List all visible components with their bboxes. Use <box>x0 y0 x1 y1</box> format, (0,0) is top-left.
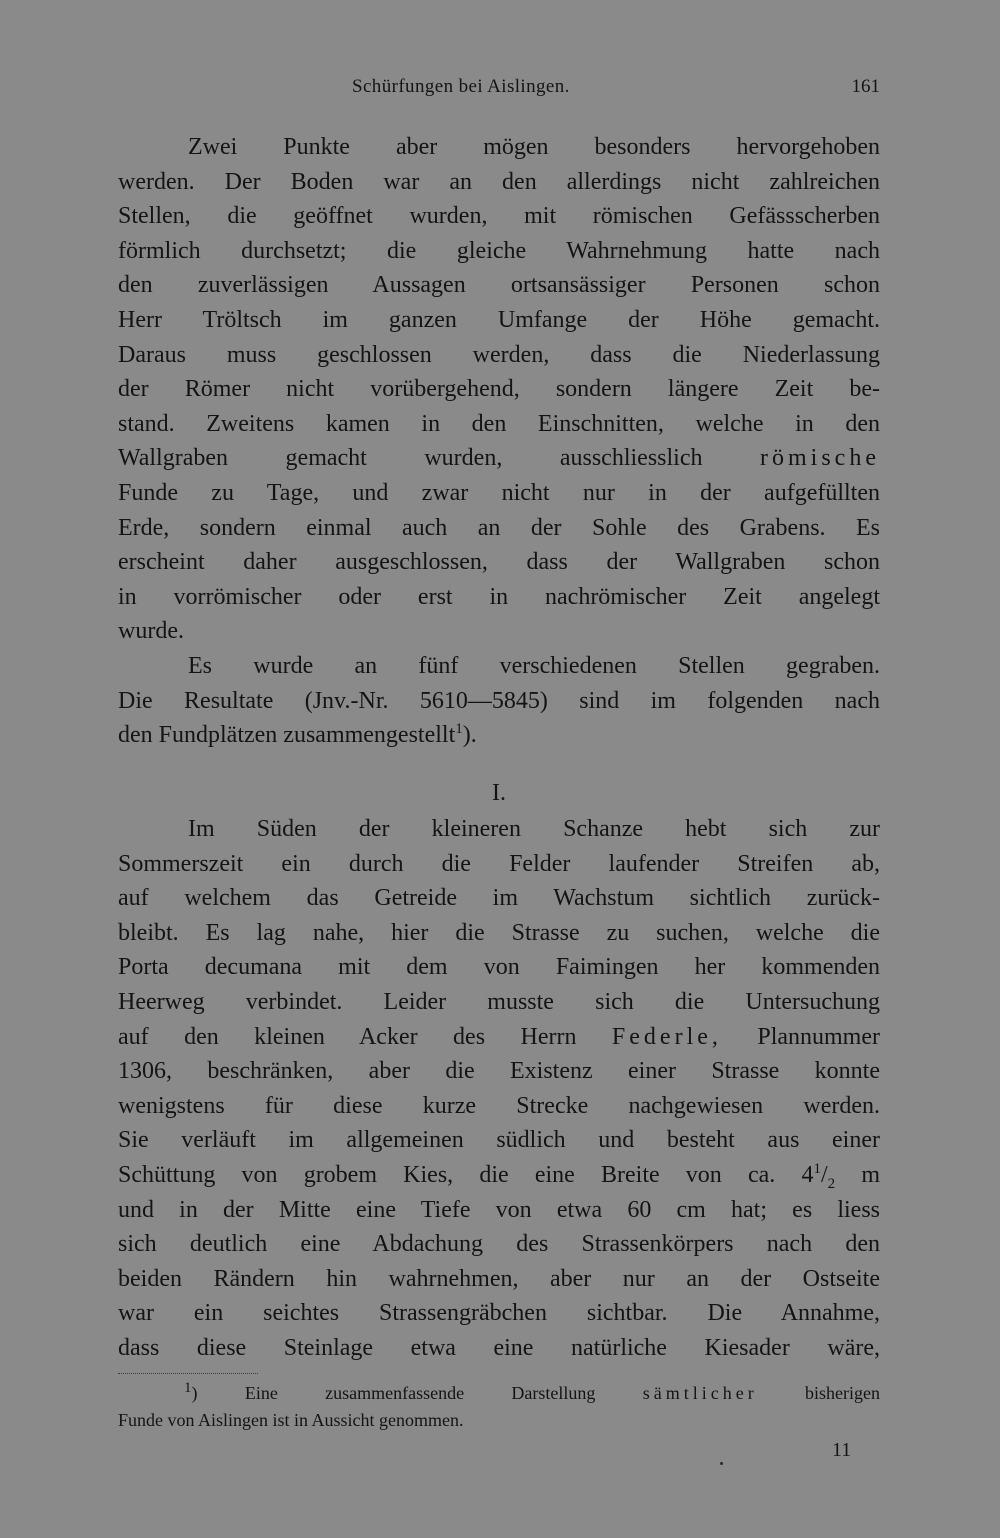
text-line: Stellen, die geöffnet wurden, mit römischen Gefässscherben <box>118 203 880 230</box>
spaced-emphasis: Federle, <box>611 1023 722 1050</box>
text-line: bleibt. Es lag nahe, hier die Strasse zu suchen, welche die <box>118 919 880 946</box>
text-line: der Römer nicht vorübergehend, sondern längere Zeit be- <box>118 376 880 403</box>
text-line: Zwei Punkte aber mögen besonders hervorgehoben <box>188 134 880 160</box>
text-line: beiden Rändern hin wahrnehmen, aber nur an der Ostseite <box>118 1265 880 1292</box>
text-line: 1306, beschränken, aber die Existenz einer Strasse konnte <box>118 1058 880 1085</box>
text-span: Wallgraben gemacht wurden, ausschliesslich <box>118 445 703 472</box>
fraction-denominator: 2 <box>827 1175 836 1192</box>
text-line: Heerweg verbindet. Leider musste sich die Untersuchung <box>118 988 880 1015</box>
text-line: sich deutlich eine Abdachung des Strassenkörpers nach den <box>118 1231 880 1258</box>
text-line <box>118 1158 880 1193</box>
text-line: auf welchem das Getreide im Wachstum sichtlich zurück- <box>118 885 880 912</box>
text-line: den zuverlässigen Aussagen ortsansässiger Personen schon <box>118 272 880 299</box>
text-line: Daraus muss geschlossen werden, dass die Niederlassung <box>118 341 880 368</box>
footnote <box>118 1380 880 1434</box>
text-line: Es wurde an fünf verschiedenen Stellen gegraben. <box>188 652 880 679</box>
text-line: Sommerszeit ein durch die Felder laufender Streifen ab, <box>118 850 880 877</box>
text-line: dass diese Steinlage etwa eine natürliche Kiesader wäre, <box>118 1334 880 1361</box>
text-line: Im Süden der kleineren Schanze hebt sich zur <box>188 816 880 842</box>
text-line: Funde zu Tage, und zwar nicht nur in der aufgefüllten <box>118 479 880 506</box>
text-line: Sie verläuft im allgemeinen südlich und besteht aus einer <box>118 1127 880 1154</box>
text-span: Plannummer <box>757 1023 880 1050</box>
text-line: in vorrömischer oder erst in nachrömischer Zeit angelegt <box>118 583 880 610</box>
section-text <box>118 812 880 1366</box>
text-line: war ein seichtes Strassengräbchen sichtbar. Die Annahme, <box>118 1300 880 1327</box>
text-line: Die Resultate (Jnv.-Nr. 5610—5845) sind im folgenden nach <box>118 687 880 714</box>
body-text <box>118 130 880 753</box>
text-span: m <box>835 1161 880 1188</box>
signature-mark: 11 <box>832 1439 852 1461</box>
page-header <box>118 76 880 104</box>
text-line: Herr Tröltsch im ganzen Umfange der Höhe gemacht. <box>118 306 880 333</box>
fraction-numerator: 1 <box>813 1160 821 1177</box>
text-line <box>118 1020 880 1055</box>
footnote-reference: 1 <box>455 721 463 738</box>
spaced-emphasis: römische <box>760 445 880 472</box>
text-span: bisherigen <box>805 1383 881 1403</box>
text-span: ). <box>462 722 477 749</box>
footnote-line <box>118 1380 880 1407</box>
running-title: Schürfungen bei Aislingen. <box>352 76 570 97</box>
text-span: ) <box>191 1383 198 1403</box>
fraction-slash: / <box>820 1161 828 1188</box>
text-line: erscheint daher ausgeschlossen, dass der Wallgraben schon <box>118 549 880 576</box>
text-span: Schüttung von grobem Kies, die eine Breite von ca. 4 <box>118 1161 814 1188</box>
text-line: wenigstens für diese kurze Strecke nachgewiesen werden. <box>118 1092 880 1119</box>
text-line: wurde. <box>118 618 184 645</box>
ink-dot <box>720 1462 723 1465</box>
text-line <box>118 718 880 753</box>
text-line: förmlich durchsetzt; die gleiche Wahrnehmung hatte nach <box>118 237 880 264</box>
footnote-marker: 1 <box>184 1380 192 1396</box>
footnote-line: Funde von Aislingen ist in Aussicht genommen. <box>118 1410 464 1430</box>
text-span: auf den kleinen Acker des Herrn <box>118 1023 577 1050</box>
text-line: Porta decumana mit dem von Faimingen her kommenden <box>118 954 880 981</box>
text-line: und in der Mitte eine Tiefe von etwa 60 cm hat; es liess <box>118 1196 880 1223</box>
section-heading: I. <box>492 780 506 806</box>
text-span: den Fundplätzen zusammengestellt <box>118 722 456 749</box>
spaced-emphasis: sämtlicher <box>642 1383 758 1403</box>
text-line: werden. Der Boden war an den allerdings nicht zahlreichen <box>118 168 880 195</box>
text-span: Eine zusammenfassende Darstellung <box>197 1383 596 1403</box>
text-line: Erde, sondern einmal auch an der Sohle des Grabens. Es <box>118 514 880 541</box>
text-line: stand. Zweitens kamen in den Einschnitten, welche in den <box>118 410 880 437</box>
page-number: 161 <box>851 76 880 97</box>
text-line <box>118 441 880 476</box>
footnote-divider <box>118 1373 258 1374</box>
